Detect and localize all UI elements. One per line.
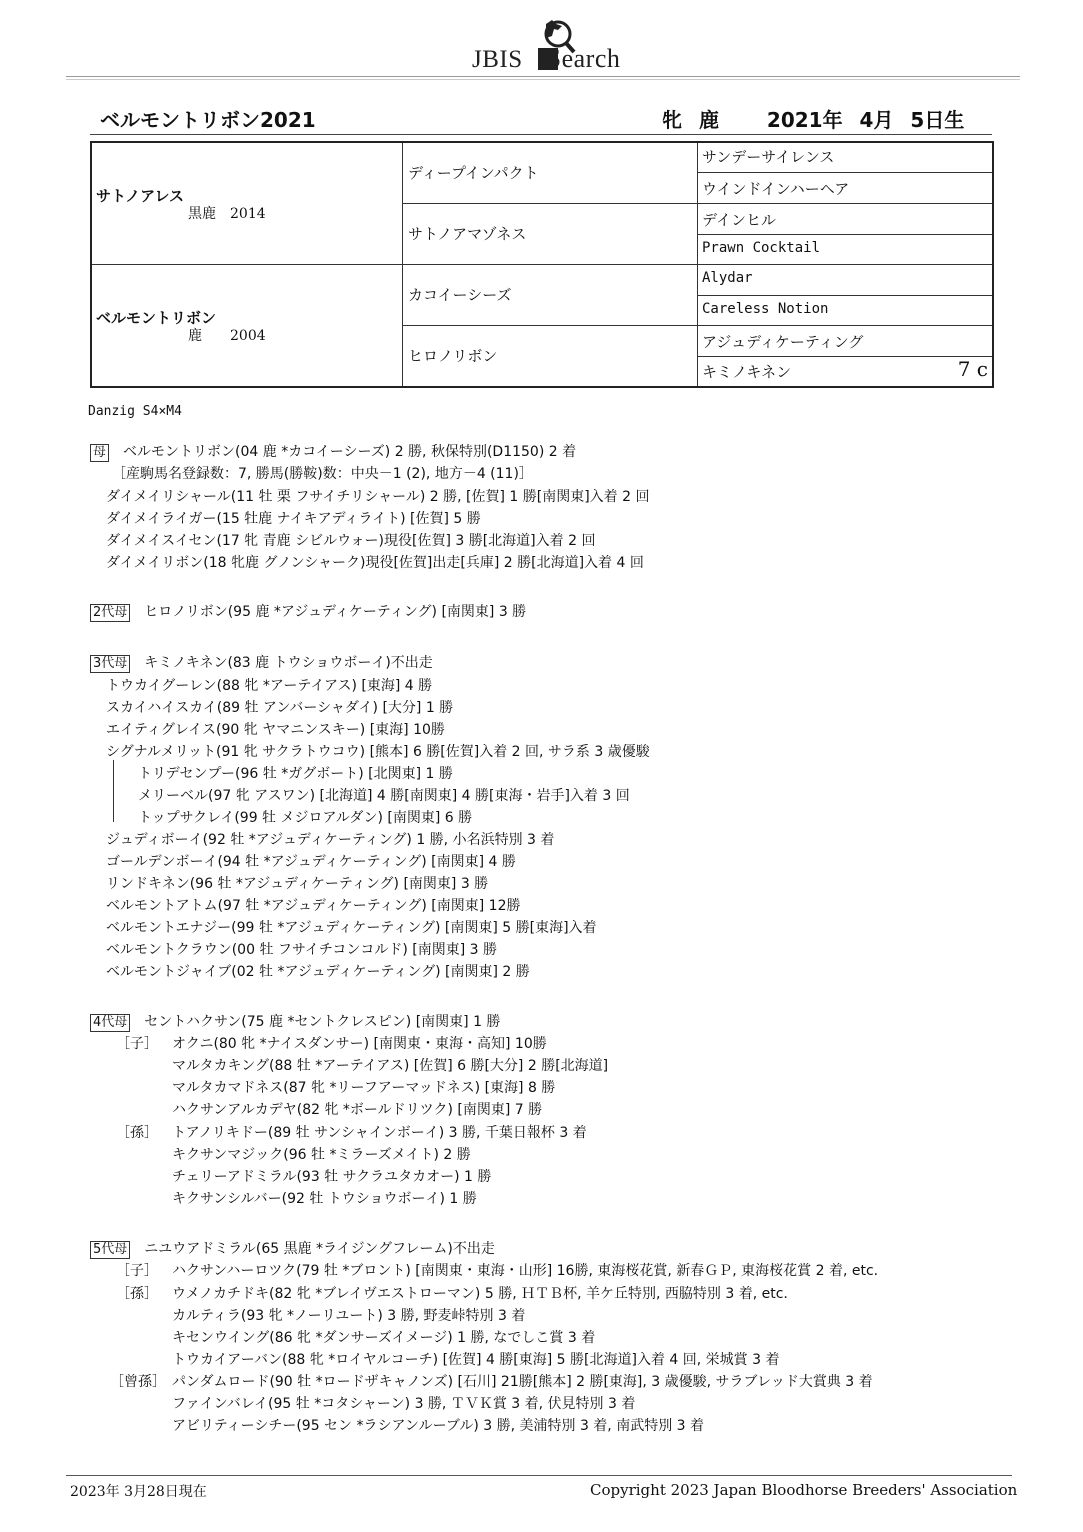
gen4-ko-item: マルタカキング(88 牡 *アーテイアス) [佐賀] 6 勝[大分] 2 勝[北海道] [172, 1058, 609, 1074]
gen4-mago-item: キクサンマジック(96 牡 *ミラーズメイト) 2 勝 [172, 1147, 471, 1163]
label-gen3: 3代母 [90, 655, 130, 673]
gen4-mago-item: トアノリキドー(89 牡 サンシャインボーイ) 3 勝, 千葉日報杯 3 着 [172, 1125, 587, 1141]
dam-offspring-item: ダイメイリシャール(11 牡 栗 フサイチリシャール) 2 勝, [佐賀] 1 勝[南関東]入着 2 回 [106, 489, 650, 505]
gen3-offspring-item: メリーベル(97 牝 アスワン) [北海道] 4 勝[南関東] 4 勝[東海・岩手]入着 3 回 [138, 788, 630, 804]
footer-date: 2023年 3月28日現在 [70, 1484, 207, 1500]
title-underline [90, 134, 992, 135]
pedigree-gen3-cell [698, 204, 992, 235]
gen3-name: キミノキネン [702, 363, 792, 381]
gen3-main: キミノキネン(83 鹿 トウショウボーイ)不出走 [144, 655, 433, 671]
horse-birthdate: 2021年 4月 5日生 [766, 108, 965, 132]
gen5-himago-item: アビリティーシチー(95 セン *ラシアンルーブル) 3 勝, 美浦特別 3 着, 南武特別 3 着 [172, 1418, 705, 1434]
gen3-offspring-item: シグナルメリット(91 牝 サクラトウコウ) [熊本] 6 勝[佐賀]入着 2 回, サラ系 3 歳優駿 [106, 744, 650, 760]
gen4-ko-item: マルタカマドネス(87 牝 *リーフアーマッドネス) [東海] 8 勝 [172, 1080, 556, 1096]
gen3-offspring-item: トリデセンプー(96 牡 *ガグボート) [北関東] 1 勝 [138, 766, 453, 782]
pedigree-gen3-cell [698, 265, 992, 296]
header-rule-thin [66, 79, 1020, 80]
descendant-bracket [113, 760, 114, 822]
footer-rule [66, 1475, 1012, 1476]
gen2-main: ヒロノリボン(95 鹿 *アジュディケーティング) [南関東] 3 勝 [144, 604, 527, 620]
gen3-offspring-item: ベルモントクラウン(00 牡 フサイチコンコルド) [南関東] 3 勝 [106, 942, 497, 958]
horse-name: ベルモントリボン2021 [100, 108, 316, 132]
gen3-name: Prawn Cocktail [702, 240, 821, 256]
pedigree-gen3-cell [698, 143, 992, 173]
gen3-name: Careless Notion [702, 301, 829, 317]
pedigree-gen2-cell [403, 143, 698, 204]
pedigree-table [90, 141, 994, 388]
sire-name: サトノアレス [96, 187, 185, 205]
gen3-offspring-item: トウカイグーレン(88 牝 *アーテイアス) [東海] 4 勝 [106, 678, 433, 694]
dam-offspring-item: ダイメイライガー(15 牡鹿 ナイキアディライト) [佐賀] 5 勝 [106, 511, 481, 527]
inbreeding-note: Danzig S4×M4 [88, 404, 182, 419]
label-gen2: 2代母 [90, 604, 130, 622]
gen3-name: サンデーサイレンス [702, 148, 835, 166]
sire-color-year: 黒鹿 2014 [188, 206, 266, 222]
gen3-offspring-item: ゴールデンボーイ(94 牡 *アジュディケーティング) [南関東] 4 勝 [106, 854, 516, 870]
jbis-search-logo [470, 14, 640, 76]
gen2-name: ディープインパクト [408, 164, 539, 182]
dam-offspring-item: ダイメイスイセン(17 牝 青鹿 シビルウォー)現役[佐賀] 3 勝[北海道]入着 2 回 [106, 533, 596, 549]
gen3-offspring-item: エイティグレイス(90 牝 ヤマニンスキー) [東海] 10勝 [106, 722, 445, 738]
gen4-main: セントハクサン(75 鹿 *セントクレスピン) [南関東] 1 勝 [144, 1014, 501, 1030]
gen3-offspring-item: スカイハイスカイ(89 牡 アンバーシャダイ) [大分] 1 勝 [106, 700, 454, 716]
gen3-offspring-item: ジュディボーイ(92 牡 *アジュディケーティング) 1 勝, 小名浜特別 3 着 [106, 832, 555, 848]
gen5-himago-item: ファインバレイ(95 牡 *コタシャーン) 3 勝, ＴＶＫ賞 3 着, 伏見特別 3 着 [172, 1396, 636, 1412]
label-mago: ［孫］ [116, 1286, 158, 1302]
gen4-line [90, 1011, 500, 1032]
dam-registration: ［産駒馬名登録数：7, 勝馬(勝鞍)数：中央－1 (2), 地方－4 (11)］ [112, 466, 533, 482]
gen3-name: ウインドインハーヘア [702, 180, 850, 198]
horse-color: 鹿 [698, 108, 719, 132]
pedigree-gen2-cell [403, 326, 698, 386]
pedigree-gen2-cell [403, 204, 698, 265]
gen2-line [90, 601, 526, 622]
dam-main: ベルモントリボン(04 鹿 *カコイーシーズ) 2 勝, 秋保特別(D1150) 2 着 [123, 444, 577, 460]
gen3-line [90, 652, 433, 673]
gen2-name: カコイーシーズ [408, 286, 512, 304]
dam-name: ベルモントリボン [96, 309, 217, 327]
dam-line [90, 441, 576, 462]
label-ko: ［子］ [116, 1263, 158, 1279]
logo-text [472, 44, 620, 74]
pedigree-dam-cell [92, 265, 403, 386]
label-himago: ［曾孫］ [110, 1374, 166, 1390]
label-dam: 母 [90, 444, 109, 462]
pedigree-gen2-cell [403, 265, 698, 326]
gen5-ko-item: ハクサンハーロツク(79 牡 *ブロント) [南関東・東海・山形] 16勝, 東海桜花賞, 新春ＧＰ, 東海桜花賞 2 着, etc. [172, 1263, 879, 1279]
gen5-main: ニユウアドミラル(65 黒鹿 *ライジングフレーム)不出走 [144, 1241, 495, 1257]
gen3-offspring-item: ベルモントジャイブ(02 牡 *アジュディケーティング) [南関東] 2 勝 [106, 964, 530, 980]
horse-sex: 牝 [662, 108, 682, 132]
gen5-line [90, 1238, 495, 1259]
gen3-name: アジュディケーティング [702, 333, 864, 351]
label-ko: ［子］ [116, 1036, 158, 1052]
gen5-mago-item: トウカイアーバン(88 牝 *ロイヤルコーチ) [佐賀] 4 勝[東海] 5 勝[北海道]入着 4 回, 栄城賞 3 着 [172, 1352, 780, 1368]
label-gen4: 4代母 [90, 1014, 130, 1032]
dam-color-year: 鹿 2004 [188, 328, 266, 344]
footer-copyright: Copyright 2023 Japan Bloodhorse Breeders' Association [590, 1481, 1018, 1499]
family-number: 7 c [957, 357, 988, 381]
logo-search: Search [546, 44, 621, 73]
gen4-ko-item: ハクサンアルカデヤ(82 牝 *ボールドリツク) [南関東] 7 勝 [172, 1102, 543, 1118]
gen3-offspring-item: ベルモントエナジー(99 牡 *アジュディケーティング) [南関東] 5 勝[東海]入着 [106, 920, 597, 936]
gen3-offspring-item: トップサクレイ(99 牡 メジロアルダン) [南関東] 6 勝 [138, 810, 473, 826]
pedigree-gen3-cell [698, 173, 992, 204]
gen3-name: Alydar [702, 270, 753, 286]
gen2-name: ヒロノリボン [408, 347, 498, 365]
logo-jbis: JBIS [472, 46, 523, 73]
pedigree-gen3-cell [698, 235, 992, 265]
gen3-offspring-item: ベルモントアトム(97 牡 *アジュディケーティング) [南関東] 12勝 [106, 898, 521, 914]
gen4-mago-item: キクサンシルバー(92 牡 トウショウボーイ) 1 勝 [172, 1191, 477, 1207]
header-rule [66, 76, 1020, 77]
pedigree-gen3-cell [698, 296, 992, 326]
gen2-name: サトノアマゾネス [408, 225, 527, 243]
horse-info [662, 104, 964, 133]
gen5-himago-item: パンダムロード(90 牡 *ロードザキャノンズ) [石川] 21勝[熊本] 2 勝[東海], 3 歳優駿, サラブレッド大賞典 3 着 [172, 1374, 873, 1390]
gen5-mago-item: キセンウイング(86 牝 *ダンサーズイメージ) 1 勝, なでしこ賞 3 着 [172, 1330, 596, 1346]
gen3-name: デインヒル [702, 211, 776, 229]
gen3-offspring-item: リンドキネン(96 牡 *アジュディケーティング) [南関東] 3 勝 [106, 876, 489, 892]
label-gen5: 5代母 [90, 1241, 130, 1259]
label-mago: ［孫］ [116, 1125, 158, 1141]
pedigree-gen3-cell [698, 326, 992, 357]
gen4-mago-item: チェリーアドミラル(93 牡 サクラユタカオー) 1 勝 [172, 1169, 492, 1185]
gen5-mago-item: カルティラ(93 牝 *ノーリユート) 3 勝, 野麦峠特別 3 着 [172, 1308, 526, 1324]
pedigree-sire-cell [92, 143, 403, 265]
gen5-mago-item: ウメノカチドキ(82 牝 *ブレイヴエストローマン) 5 勝, ＨＴＢ杯, 羊ケ丘特別, 西脇特別 3 着, etc. [172, 1286, 788, 1302]
gen4-ko-item: オクニ(80 牝 *ナイスダンサー) [南関東・東海・高知] 10勝 [172, 1036, 547, 1052]
pedigree-gen3-cell [698, 357, 992, 386]
dam-offspring-item: ダイメイリボン(18 牝鹿 グノンシャーク)現役[佐賀]出走[兵庫] 2 勝[北海道]入着 4 回 [106, 555, 644, 571]
